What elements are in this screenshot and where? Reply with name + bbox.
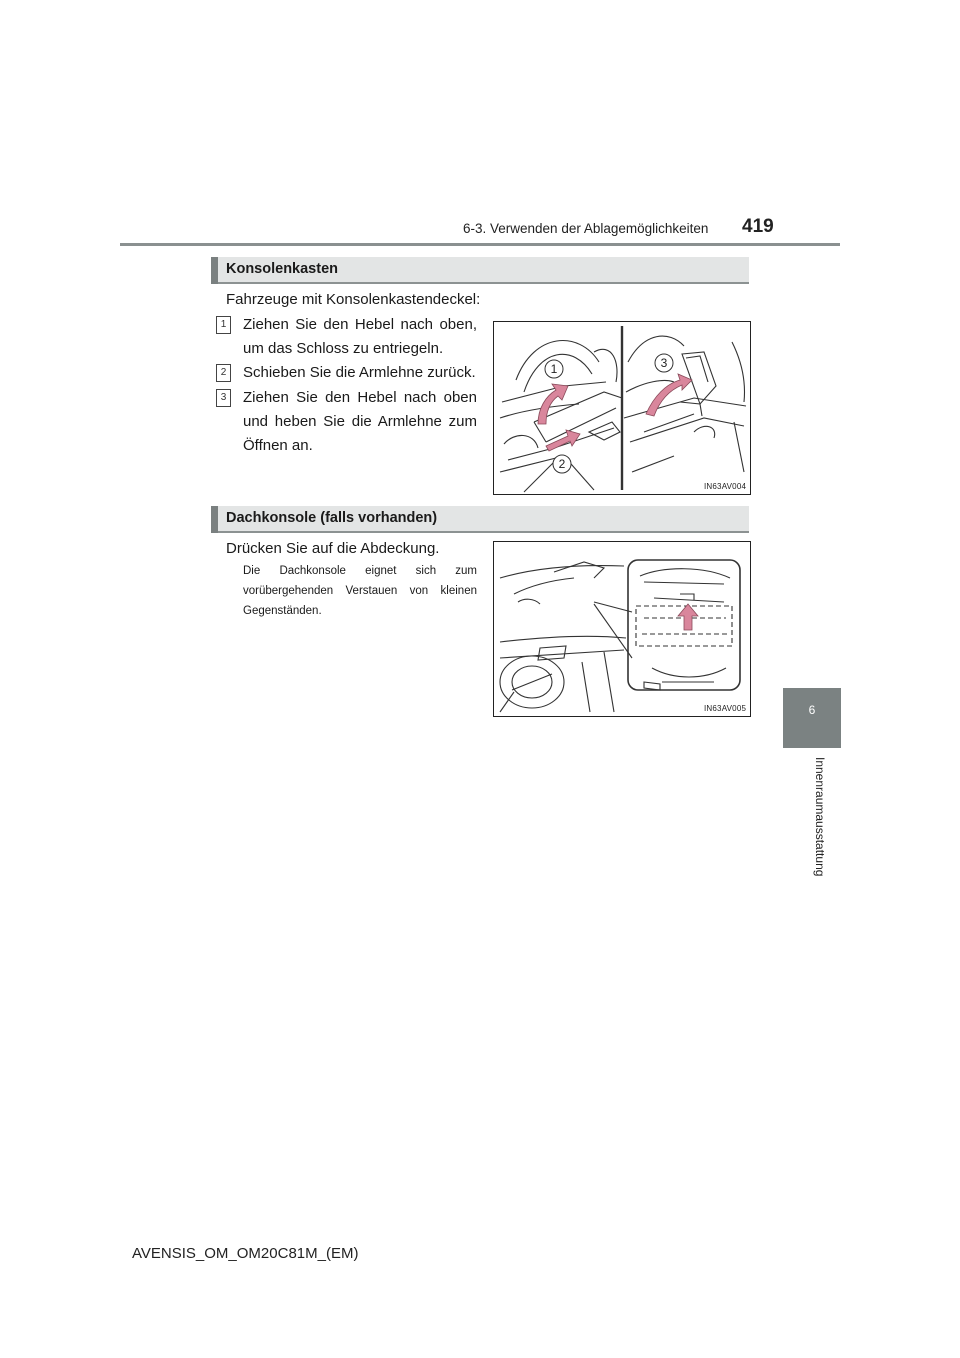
callout-1: 1 — [550, 362, 558, 376]
step-text-2: Schieben Sie die Armlehne zurück. — [243, 364, 476, 381]
section-heading-konsolenkasten — [211, 257, 749, 284]
chapter-label-text: Innenraumausstattung — [813, 757, 827, 877]
manual-id: AVENSIS_OM_OM20C81M_(EM) — [132, 1245, 359, 1262]
figure-code: IN63AV005 — [704, 704, 747, 713]
page-number: 419 — [742, 216, 774, 237]
section-heading-accent — [211, 257, 218, 284]
step-text-3: Ziehen Sie den Hebel nach oben und heben Sie die Armlehne zum Öffnen an. — [243, 389, 477, 454]
overhead-console-illustration — [493, 541, 751, 717]
chapter-number: 6 — [808, 703, 816, 717]
chapter-tab — [783, 688, 841, 748]
step-number-1: 1 — [216, 316, 231, 334]
note-text: Die Dachkonsole eignet sich zum vorübergehenden Verstauen von kleinen Gegenständen. — [243, 565, 477, 617]
running-header: 6-3. Verwenden der Ablagemöglichkeiten — [463, 221, 709, 236]
header-rule — [120, 243, 840, 246]
chapter-label — [804, 757, 827, 918]
callout-3: 3 — [660, 356, 668, 370]
step-number-3: 3 — [216, 389, 231, 407]
overhead-console-drawing — [494, 542, 750, 716]
step-text-1: Ziehen Sie den Hebel nach oben, um das Schloss zu entriegeln. — [243, 316, 477, 357]
callout-2: 2 — [558, 457, 566, 471]
console-box-drawing — [494, 322, 750, 494]
console-box-illustration — [493, 321, 751, 495]
step-number-2: 2 — [216, 364, 231, 382]
section-heading-text: Dachkonsole (falls vorhanden) — [226, 510, 438, 526]
intro-text: Fahrzeuge mit Konsolenkastendeckel: — [226, 291, 481, 308]
section-heading-text: Konsolenkasten — [226, 261, 338, 277]
intro-text: Drücken Sie auf die Abdeckung. — [226, 540, 440, 557]
section-heading-dachkonsole — [211, 506, 749, 533]
figure-code: IN63AV004 — [704, 482, 747, 491]
section-heading-accent — [211, 506, 218, 533]
